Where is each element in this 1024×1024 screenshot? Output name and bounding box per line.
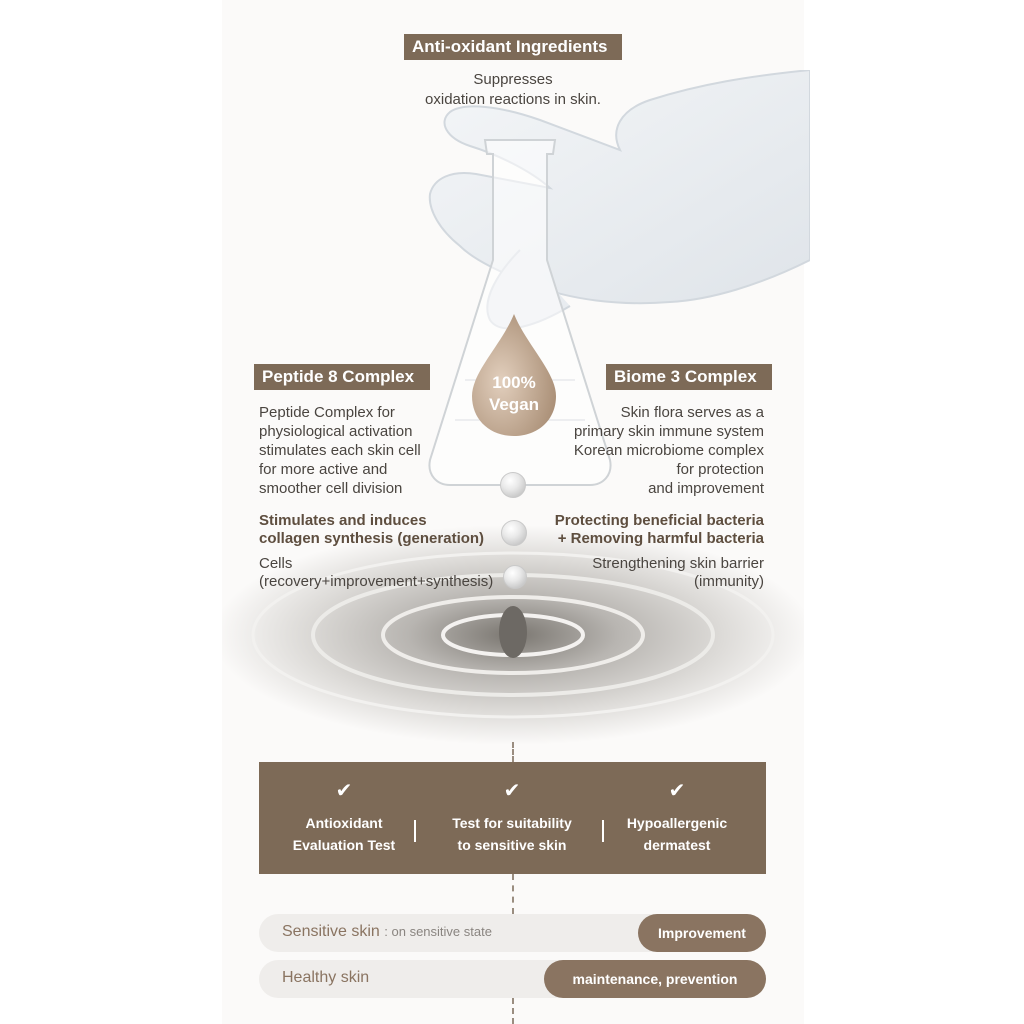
peptide-desc-line: smoother cell division (259, 480, 403, 497)
badge-separator (602, 820, 604, 842)
healthy-skin-label (282, 969, 369, 987)
check-icon: ✔ (335, 780, 353, 802)
badge-antioxidant (274, 812, 414, 856)
peptide-note-line: (recovery+improvement+synthesis) (259, 573, 494, 590)
biome-note-line: Strengthening skin barrier (592, 555, 764, 572)
biome-desc-line: and improvement (648, 480, 764, 497)
peptide-desc-line: Peptide Complex for (259, 404, 395, 421)
badge-line: Antioxidant (305, 815, 383, 831)
badge-separator (414, 820, 416, 842)
vegan-drop-line-2: Vegan (488, 395, 540, 414)
dashed-connector (512, 998, 514, 1024)
bubble-icon (501, 520, 527, 546)
row-label: Sensitive skin (282, 923, 380, 940)
antioxidant-desc-1: Suppresses (473, 71, 553, 88)
biome-desc-line: for protection (676, 461, 764, 478)
bubble-icon (500, 472, 526, 498)
improvement-pill: Improvement (638, 914, 766, 952)
badge-line: Hypoallergenic (626, 815, 728, 831)
antioxidant-desc-2: oxidation reactions in skin. (425, 91, 601, 108)
vegan-drop-line-1: 100% (492, 373, 536, 392)
biome-highlight-line: + Removing harmful bacteria (557, 530, 764, 547)
check-icon: ✔ (668, 780, 686, 802)
peptide-desc-line: physiological activation (259, 423, 413, 440)
row-label: Healthy skin (282, 969, 370, 986)
badge-line: dermatest (643, 837, 711, 853)
badge-line: to sensitive skin (457, 837, 567, 853)
dashed-connector (512, 874, 514, 914)
badge-sensitive-skin-test (434, 812, 590, 856)
badge-hypoallergenic (609, 812, 745, 856)
biome-title: Biome 3 Complex (606, 364, 772, 390)
biome-desc-line: primary skin immune system (573, 423, 764, 440)
peptide-highlight-line: Stimulates and induces (259, 512, 427, 529)
row-sublabel: : on sensitive state (384, 924, 492, 939)
peptide-desc-line: for more active and (259, 461, 388, 478)
sensitive-skin-row (259, 914, 766, 952)
badge-line: Test for suitability (452, 815, 572, 831)
check-icon: ✔ (503, 780, 521, 802)
bubble-icon (503, 565, 527, 589)
antioxidant-title: Anti-oxidant Ingredients (404, 34, 622, 60)
badge-line: Evaluation Test (292, 837, 396, 853)
biome-desc-line: Korean microbiome complex (573, 442, 764, 459)
peptide-desc-line: stimulates each skin cell (259, 442, 421, 459)
vegan-drop-label (470, 372, 558, 416)
peptide-note-line: Cells (259, 555, 293, 572)
maintenance-pill: maintenance, prevention (544, 960, 766, 998)
peptide-title: Peptide 8 Complex (254, 364, 430, 390)
biome-highlight-line: Protecting beneficial bacteria (554, 512, 764, 529)
certification-bar (259, 762, 766, 874)
peptide-highlight-line: collagen synthesis (generation) (259, 530, 485, 547)
biome-desc-line: Skin flora serves as a (620, 404, 764, 421)
sensitive-skin-label (282, 923, 492, 941)
healthy-skin-row (259, 960, 766, 998)
biome-note-line: (immunity) (694, 573, 764, 590)
dashed-connector (512, 742, 514, 762)
